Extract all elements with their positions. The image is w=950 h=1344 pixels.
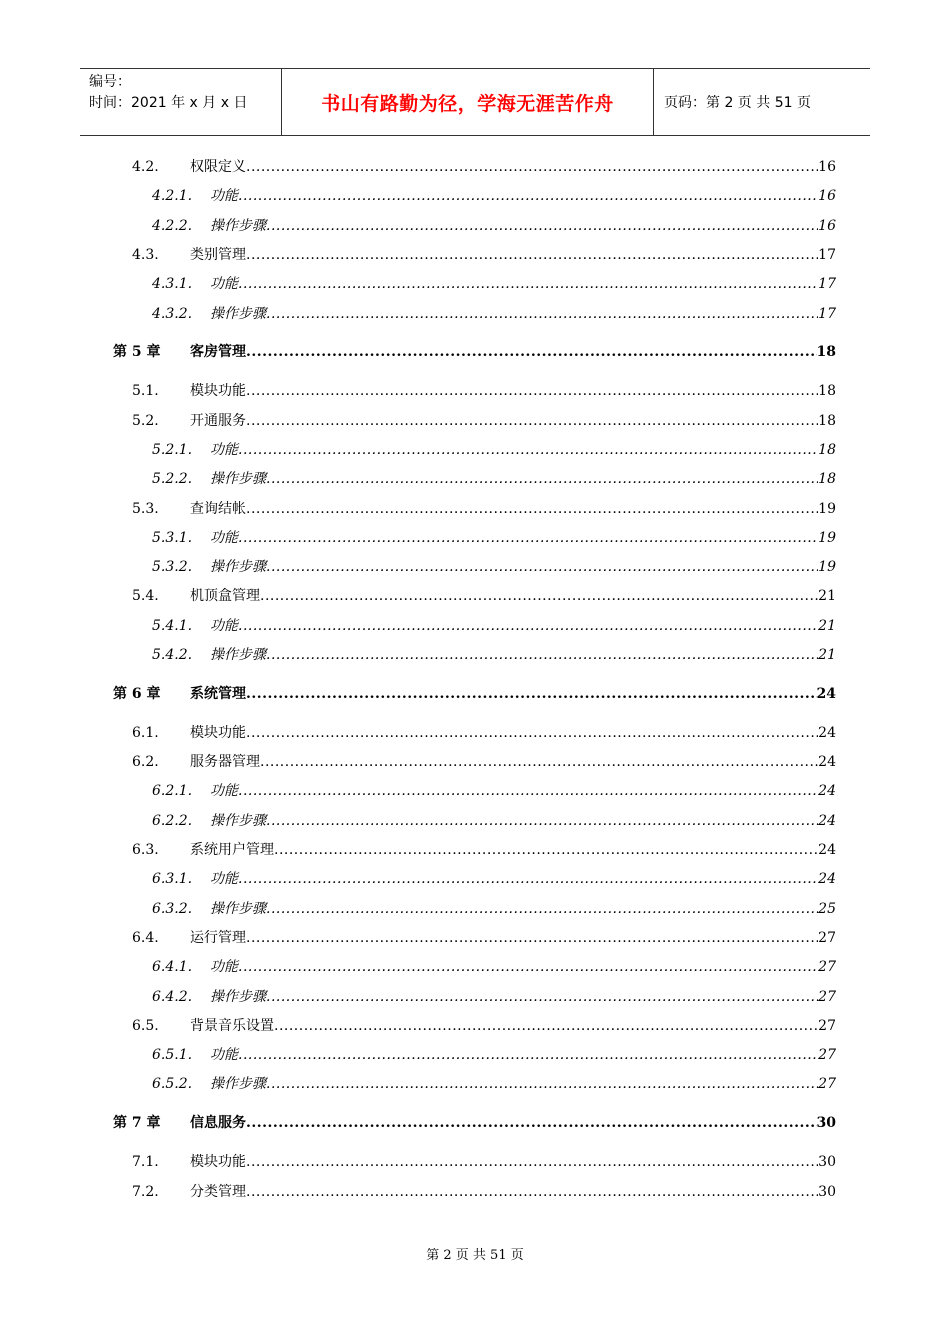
toc-entry-leader — [190, 1015, 836, 1037]
toc-entry-title: 功能 — [210, 441, 238, 458]
toc-entry-page: 27 — [818, 1047, 836, 1064]
toc-entry-number: 5.2. — [132, 412, 159, 429]
toc-entry-number: 6.2.1. — [152, 783, 193, 800]
toc-entry[interactable] — [0, 683, 950, 705]
toc-entry-title: 机顶盒管理 — [190, 588, 260, 605]
toc-entry-page: 27 — [818, 1076, 836, 1093]
toc-entry-leader — [190, 380, 836, 402]
toc-entry-page: 18 — [818, 441, 836, 458]
toc-dot-leader — [274, 839, 818, 861]
toc-entry[interactable] — [0, 215, 950, 237]
toc-entry-title: 操作步骤 — [210, 471, 266, 488]
toc-entry[interactable] — [0, 185, 950, 207]
toc-entry[interactable] — [0, 868, 950, 890]
toc-dot-leader — [246, 498, 818, 520]
toc-dot-leader — [246, 341, 817, 363]
toc-entry-leader — [210, 956, 836, 978]
toc-entry[interactable] — [0, 156, 950, 178]
toc-dot-leader — [246, 410, 818, 432]
toc-entry-page: 19 — [818, 529, 836, 546]
toc-dot-leader — [238, 439, 818, 461]
toc-entry-number: 6.5. — [132, 1017, 159, 1034]
toc-entry-leader — [210, 215, 836, 237]
toc-entry-leader — [210, 1073, 836, 1095]
toc-entry-page: 25 — [818, 900, 836, 917]
toc-entry-number: 4.3.2. — [152, 305, 193, 322]
toc-entry-title: 操作步骤 — [210, 988, 266, 1005]
toc-entry-title: 查询结帐 — [190, 500, 246, 517]
toc-entry-title: 功能 — [210, 188, 238, 205]
toc-entry-page: 21 — [818, 647, 836, 663]
toc-entry-leader — [210, 303, 836, 325]
toc-entry-title: 操作步骤 — [210, 647, 266, 663]
toc-entry[interactable] — [0, 527, 950, 549]
toc-dot-leader — [246, 722, 818, 744]
toc-dot-leader — [266, 644, 818, 666]
toc-dot-leader — [274, 1015, 818, 1037]
toc-entry-title: 模块功能 — [190, 383, 246, 400]
header-motto-cell — [281, 69, 654, 135]
toc-dot-leader — [260, 585, 818, 607]
toc-entry-page: 16 — [818, 159, 836, 175]
toc-entry-number: 4.3.1. — [152, 276, 193, 293]
toc-entry-leader — [210, 868, 836, 890]
toc-entry[interactable] — [0, 751, 950, 773]
toc-entry-page: 30 — [816, 1115, 836, 1132]
toc-entry-leader — [210, 439, 836, 461]
toc-entry[interactable] — [0, 380, 950, 402]
toc-entry-page: 30 — [818, 1154, 836, 1171]
toc-entry-title: 服务器管理 — [190, 754, 260, 771]
toc-entry-leader — [190, 927, 836, 949]
toc-entry[interactable] — [0, 1151, 950, 1173]
toc-entry-number: 6.2. — [132, 754, 159, 771]
toc-dot-leader — [238, 273, 818, 295]
toc-entry-title: 背景音乐设置 — [190, 1017, 274, 1034]
toc-entry[interactable] — [0, 439, 950, 461]
toc-entry-leader — [190, 683, 836, 705]
toc-entry-title: 功能 — [210, 959, 238, 976]
toc-dot-leader — [246, 1151, 818, 1173]
toc-entry-title: 权限定义 — [190, 159, 246, 175]
toc-entry-number: 4.2.2. — [152, 217, 193, 234]
toc-entry-page: 17 — [818, 246, 836, 263]
toc-entry-number: 5.2.2. — [152, 471, 193, 488]
toc-entry-page: 24 — [818, 754, 836, 771]
toc-entry-number: 5.3.1. — [152, 529, 193, 546]
toc-dot-leader — [266, 303, 818, 325]
toc-entry-leader — [210, 780, 836, 802]
toc-entry-title: 客房管理 — [190, 344, 246, 361]
header-page-info: 页码：第 2 页 共 51 页 — [664, 95, 811, 111]
toc-entry-title: 操作步骤 — [210, 559, 266, 576]
toc-entry-page: 24 — [818, 783, 836, 800]
toc-entry[interactable] — [0, 615, 950, 637]
toc-entry-title: 功能 — [210, 783, 238, 800]
toc-entry-title: 操作步骤 — [210, 1076, 266, 1093]
toc-entry-leader — [190, 1181, 836, 1203]
toc-entry-title: 操作步骤 — [210, 812, 266, 829]
toc-entry-page: 18 — [818, 412, 836, 429]
toc-entry-number: 4.2.1. — [152, 188, 193, 205]
toc-entry-title: 功能 — [210, 276, 238, 293]
toc-dot-leader — [246, 380, 818, 402]
header-page-info-cell — [654, 69, 870, 135]
toc-dot-leader — [246, 683, 817, 705]
toc-entry[interactable] — [0, 341, 950, 363]
toc-entry-page: 24 — [816, 685, 836, 702]
toc-entry-title: 功能 — [210, 617, 238, 634]
toc-dot-leader — [266, 898, 818, 920]
toc-entry-leader — [210, 185, 836, 207]
toc-entry-page: 30 — [818, 1183, 836, 1200]
toc-entry-title: 功能 — [210, 871, 238, 888]
toc-entry[interactable] — [0, 898, 950, 920]
toc-entry-page: 24 — [818, 724, 836, 741]
toc-entry-title: 操作步骤 — [210, 305, 266, 322]
toc-entry-number: 5.4.1. — [152, 617, 193, 634]
toc-entry[interactable] — [0, 273, 950, 295]
toc-entry-leader — [210, 1044, 836, 1066]
toc-entry-title: 模块功能 — [190, 724, 246, 741]
toc-entry-leader — [210, 615, 836, 637]
toc-entry-leader — [210, 810, 836, 832]
toc-entry-page: 18 — [818, 383, 836, 400]
toc-entry-title: 分类管理 — [190, 1183, 246, 1200]
toc-entry-number: 5.3. — [132, 500, 159, 517]
toc-dot-leader — [246, 927, 818, 949]
toc-entry-page: 16 — [818, 217, 836, 234]
toc-entry[interactable] — [0, 722, 950, 744]
toc-entry[interactable] — [0, 1044, 950, 1066]
toc-entry-title: 功能 — [210, 529, 238, 546]
toc-dot-leader — [266, 1073, 818, 1095]
toc-entry[interactable] — [0, 244, 950, 266]
toc-entry-leader — [210, 527, 836, 549]
toc-entry[interactable] — [0, 780, 950, 802]
toc-entry-leader — [190, 156, 836, 178]
toc-entry-number: 6.1. — [132, 724, 159, 741]
toc-entry-number: 6.3. — [132, 842, 159, 858]
toc-entry-leader — [190, 341, 836, 363]
toc-dot-leader — [246, 1181, 818, 1203]
toc-dot-leader — [238, 1044, 818, 1066]
toc-entry-page: 19 — [818, 500, 836, 517]
page-header — [80, 68, 870, 136]
toc-entry[interactable] — [0, 956, 950, 978]
toc-entry-number: 4.2. — [132, 159, 159, 175]
toc-entry-leader — [210, 644, 836, 666]
toc-entry-page: 21 — [818, 588, 836, 605]
toc-entry-number: 6.4. — [132, 929, 159, 946]
toc-dot-leader — [266, 810, 818, 832]
toc-entry-title: 模块功能 — [190, 1154, 246, 1171]
header-date-label: 时间：2021 年 x 月 x 日 — [89, 95, 248, 111]
toc-dot-leader — [266, 986, 818, 1008]
toc-dot-leader — [238, 780, 818, 802]
toc-entry-page: 24 — [818, 871, 836, 888]
toc-entry-number: 6.5.1. — [152, 1047, 193, 1064]
toc-entry[interactable] — [0, 927, 950, 949]
header-motto: 书山有路勤为径，学海无涯苦作舟 — [321, 92, 614, 115]
toc-entry-page: 27 — [818, 1017, 836, 1034]
toc-entry[interactable] — [0, 986, 950, 1008]
toc-dot-leader — [238, 185, 818, 207]
toc-entry[interactable] — [0, 303, 950, 325]
toc-entry-leader — [190, 410, 836, 432]
toc-dot-leader — [238, 868, 818, 890]
toc-entry[interactable] — [0, 1112, 950, 1134]
toc-entry-number: 6.2.2. — [152, 812, 193, 829]
toc-dot-leader — [246, 1112, 817, 1134]
toc-entry-number: 5.3.2. — [152, 559, 193, 576]
toc-entry-number: 5.1. — [132, 383, 159, 400]
toc-entry-number: 4.3. — [132, 246, 159, 263]
toc-entry[interactable] — [0, 1073, 950, 1095]
toc-entry-page: 24 — [818, 842, 836, 858]
toc-entry-number: 第 5 章 — [113, 344, 161, 361]
toc-entry-number: 6.3.2. — [152, 900, 193, 917]
toc-entry-leader — [210, 986, 836, 1008]
toc-entry-number: 7.1. — [132, 1154, 159, 1171]
toc-entry-number: 6.4.1. — [152, 959, 193, 976]
toc-entry[interactable] — [0, 498, 950, 520]
header-code-label: 编号： — [89, 74, 131, 90]
toc-dot-leader — [246, 156, 818, 178]
toc-entry-leader — [210, 273, 836, 295]
toc-entry-page: 17 — [818, 276, 836, 293]
toc-entry-title: 功能 — [210, 1047, 238, 1064]
toc-entry-leader — [190, 1151, 836, 1173]
toc-entry-leader — [190, 498, 836, 520]
toc-entry-leader — [210, 468, 836, 490]
toc-entry-title: 操作步骤 — [210, 900, 266, 917]
toc-entry[interactable] — [0, 839, 950, 861]
toc-entry-title: 运行管理 — [190, 929, 246, 946]
toc-entry-number: 5.4.2. — [152, 647, 193, 663]
toc-entry-leader — [210, 898, 836, 920]
toc-entry[interactable] — [0, 585, 950, 607]
toc-entry-number: 第 7 章 — [113, 1115, 161, 1132]
toc-entry-title: 开通服务 — [190, 412, 246, 429]
toc-entry-number: 7.2. — [132, 1183, 159, 1200]
toc-dot-leader — [266, 468, 818, 490]
toc-entry-title: 信息服务 — [190, 1115, 246, 1132]
toc-dot-leader — [238, 527, 818, 549]
toc-entry[interactable] — [0, 556, 950, 578]
toc-entry-page: 27 — [818, 988, 836, 1005]
toc-entry-number: 5.4. — [132, 588, 159, 605]
page-footer: 第 2 页 共 51 页 — [426, 1248, 524, 1263]
toc-dot-leader — [266, 556, 818, 578]
toc-entry[interactable] — [0, 810, 950, 832]
toc-entry-number: 5.2.1. — [152, 441, 193, 458]
toc-entry-number: 第 6 章 — [113, 685, 161, 702]
toc-entry-leader — [190, 722, 836, 744]
toc-entry-page: 24 — [818, 812, 836, 829]
toc-entry[interactable] — [0, 1015, 950, 1037]
toc-entry[interactable] — [0, 468, 950, 490]
toc-entry-page: 19 — [818, 559, 836, 576]
toc-entry-number: 6.4.2. — [152, 988, 193, 1005]
toc-entry-leader — [190, 244, 836, 266]
toc-entry-leader — [210, 556, 836, 578]
toc-entry[interactable] — [0, 410, 950, 432]
header-meta — [80, 69, 281, 135]
toc-dot-leader — [238, 615, 818, 637]
toc-entry-leader — [190, 751, 836, 773]
toc-entry-page: 18 — [816, 344, 836, 361]
toc-entry-leader — [190, 585, 836, 607]
toc-entry-title: 系统管理 — [190, 685, 246, 702]
toc-entry-page: 18 — [818, 471, 836, 488]
toc-entry-title: 操作步骤 — [210, 217, 266, 234]
toc-entry-page: 17 — [818, 305, 836, 322]
toc-dot-leader — [260, 751, 818, 773]
toc-dot-leader — [238, 956, 818, 978]
toc-entry-page: 27 — [818, 959, 836, 976]
toc-entry[interactable] — [0, 644, 950, 666]
toc-entry[interactable] — [0, 1181, 950, 1203]
toc-entry-leader — [190, 839, 836, 861]
toc-dot-leader — [246, 244, 818, 266]
toc-entry-page: 27 — [818, 929, 836, 946]
toc-entry-page: 21 — [818, 617, 836, 634]
toc-entry-page: 16 — [818, 188, 836, 205]
toc-entry-title: 系统用户管理 — [190, 842, 274, 858]
toc-dot-leader — [266, 215, 818, 237]
toc-entry-leader — [190, 1112, 836, 1134]
toc-entry-number: 6.5.2. — [152, 1076, 193, 1093]
toc-entry-number: 6.3.1. — [152, 871, 193, 888]
toc-entry-title: 类别管理 — [190, 246, 246, 263]
